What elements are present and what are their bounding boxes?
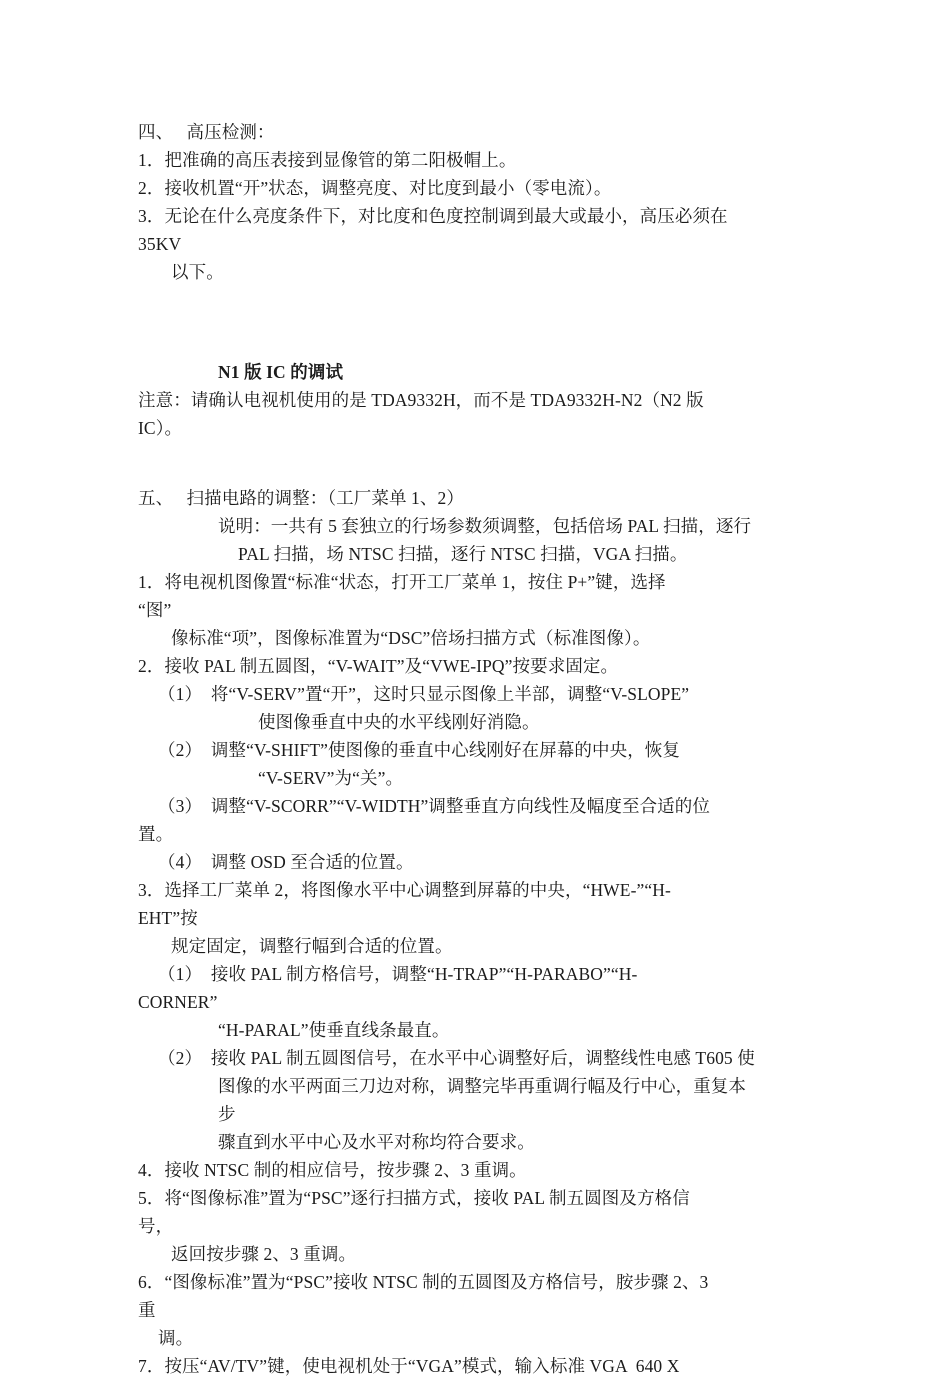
spacer-before-section-five — [138, 442, 822, 470]
step-5-line-2: 号， — [138, 1216, 174, 1236]
step-3-sub-2-line-3: 步 — [218, 1104, 236, 1124]
step-2-line-1: 2．接收 PAL 制五圆图，“V-WAIT”及“VWE-IPQ”按要求固定。 — [138, 656, 619, 676]
step-7: 7．按压“AV/TV”键，使电视机处于“VGA”模式，输入标准 VGA 640 X — [138, 1356, 680, 1376]
section-four-item-3-line-2: 35KV — [138, 234, 182, 254]
n1-ic-heading: N1 版 IC 的调试 — [218, 362, 344, 382]
section-four-heading: 四、 高压检测： — [138, 122, 275, 142]
step-3-sub-2-line-1: （2） 接收 PAL 制五圆图信号，在水平中心调整好后，调整线性电感 T605 使 — [158, 1048, 755, 1068]
step-2-sub-2-line-1: （2） 调整“V-SHIFT”使图像的垂直中心线刚好在屏幕的中央，恢复 — [158, 740, 681, 760]
step-2-sub-1-line-2: 使图像垂直中央的水平线刚好消隐。 — [258, 712, 540, 732]
step-3-sub-1-line-2: CORNER” — [138, 992, 218, 1012]
step-2-sub-3-line-2: 置。 — [138, 824, 174, 844]
step-1-line-1: 1．将电视机图像置“标准“状态，打开工厂菜单 1，按住 P+”键，选择 — [138, 572, 666, 592]
n1-ic-note-line-2: IC）。 — [138, 418, 183, 438]
section-four-item-3-line-1: 3．无论在什么亮度条件下，对比度和色度控制调到最大或最小，高压必须在 — [138, 206, 728, 226]
step-3-sub-2-line-2: 图像的水平两面三刀边对称，调整完毕再重调行幅及行中心，重复本 — [218, 1076, 746, 1096]
step-2-sub-2-line-2: “V-SERV”为“关”。 — [258, 768, 404, 788]
step-1-line-3: 像标准“项”，图像标准置为“DSC”倍场扫描方式（标准图像）。 — [171, 628, 651, 648]
step-3-sub-1-line-3: “H-PARAL”使垂直线条最直。 — [218, 1020, 450, 1040]
step-6-line-2: 重 — [138, 1300, 156, 1320]
n1-ic-note-line-1: 注意：请确认电视机使用的是 TDA9332H，而不是 TDA9332H-N2（N2 版 — [138, 390, 704, 410]
step-3-line-2: EHT”按 — [138, 908, 198, 928]
section-five-heading: 五、 扫描电路的调整：（工厂菜单 1、2） — [138, 488, 464, 508]
step-2-sub-3-line-1: （3） 调整“V-SCORR”“V-WIDTH”调整垂直方向线性及幅度至合适的位 — [158, 796, 710, 816]
section-four-item-3-line-3: 以下。 — [171, 262, 224, 282]
step-6-line-3: 调。 — [158, 1328, 194, 1348]
section-four-item-1: 1．把准确的高压表接到显像管的第二阳极帽上。 — [138, 150, 517, 170]
step-2-sub-4: （4） 调整 OSD 至合适的位置。 — [158, 852, 414, 872]
step-4: 4．接收 NTSC 制的相应信号，按步骤 2、3 重调。 — [138, 1160, 527, 1180]
step-5-line-1: 5．将“图像标准”置为“PSC”逐行扫描方式，接收 PAL 制五圆图及方格信 — [138, 1188, 690, 1208]
spacer-before-section-five-2 — [138, 470, 822, 484]
section-five-description-line-1: 说明：一共有 5 套独立的行场参数须调整，包括倍场 PAL 扫描，逐行 — [218, 516, 752, 536]
step-6-line-1: 6．“图像标准”置为“PSC”接收 NTSC 制的五圆图及方格信号，胺步骤 2、3 — [138, 1272, 709, 1292]
step-3-sub-1-line-1: （1） 接收 PAL 制方格信号，调整“H-TRAP”“H-PARABO”“H- — [158, 964, 638, 984]
document-text-column — [138, 118, 822, 1380]
section-four-item-2: 2．接收机置“开”状态，调整亮度、对比度到最小（零电流）。 — [138, 178, 612, 198]
step-1-line-2: “图” — [138, 600, 172, 620]
step-3-sub-2-line-4: 骤直到水平中心及水平对称均符合要求。 — [218, 1132, 535, 1152]
step-2-sub-1-line-1: （1） 将“V-SERV”置“开”，这时只显示图像上半部，调整“V-SLOPE” — [158, 684, 690, 704]
step-5-line-3: 返回按步骤 2、3 重调。 — [171, 1244, 357, 1264]
section-five-description-line-2: PAL 扫描，场 NTSC 扫描，逐行 NTSC 扫描，VGA 扫描。 — [238, 544, 688, 564]
step-3-line-3: 规定固定，调整行幅到合适的位置。 — [171, 936, 453, 956]
spacer-before-n1-heading — [138, 330, 822, 358]
step-3-line-1: 3．选择工厂菜单 2，将图像水平中心调整到屏幕的中央，“HWE-”“H- — [138, 880, 671, 900]
spacer-after-section-four — [138, 286, 822, 330]
